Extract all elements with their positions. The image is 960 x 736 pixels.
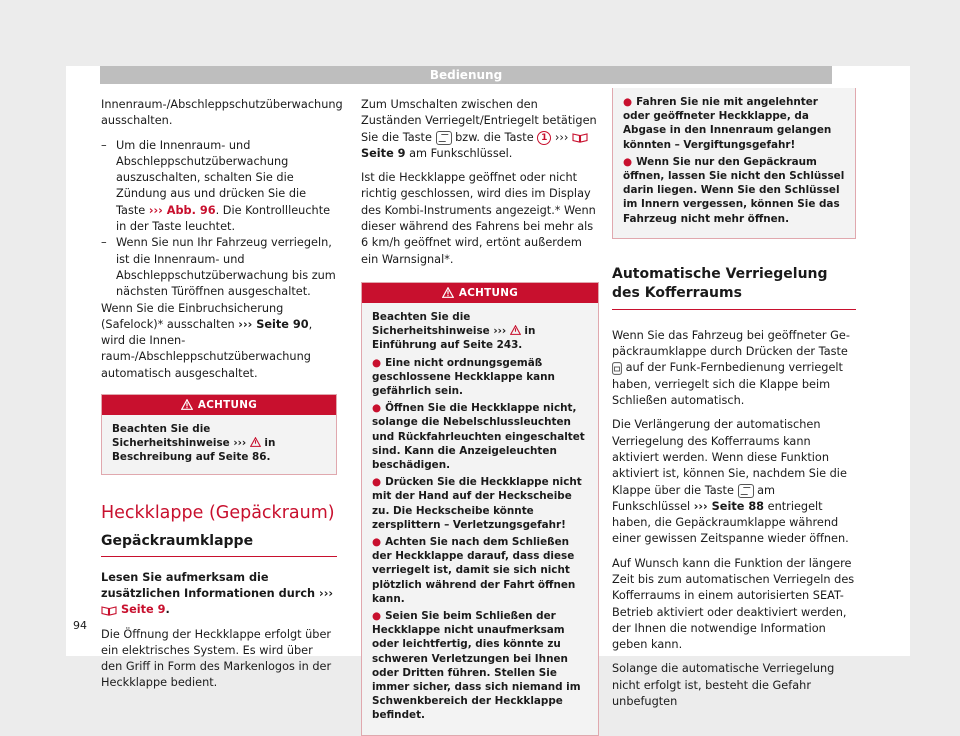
warning-triangle-icon <box>250 437 261 447</box>
warning-triangle-icon <box>510 325 521 335</box>
subsection-title: Automatische Verriegelung des Kofferraums <box>612 265 828 301</box>
page-link[interactable]: Seite 9 <box>361 146 406 160</box>
paragraph: Ist die Heckklappe geöffnet oder nicht richtig geschlossen, wird dies im Display des Kombi-Instruments angezeigt.* Wenn dieser während des Fahrens bei mehr als 6 km/h geöffnet wird, ertönt außerdem ein Warnsignal*. <box>361 171 596 266</box>
book-icon <box>572 132 588 143</box>
subsection-title: Gepäckraumklappe <box>101 532 254 549</box>
column-2 <box>361 97 599 736</box>
paragraph: Die Verlängerung der automatischen Verriegelung des Kofferraums kann aktiviert werden. Wenn diese Funktion aktiviert ist, können Sie, nachdem Sie die Klappe über die Taste am Funkschlüssel ››› Seite 88 entriegelt haben, die Gepäckraumklappe während einer gewissen Zeitspanne wieder öffnen. <box>612 418 849 546</box>
key-button-icon <box>436 131 452 145</box>
trunk-key-icon <box>612 362 622 375</box>
figure-link[interactable]: ››› Abb. 96 <box>148 203 216 217</box>
page-number: 94 <box>73 619 87 632</box>
divider <box>101 556 337 557</box>
page-link[interactable]: ››› Seite 88 <box>693 499 765 513</box>
page-link[interactable]: ››› Seite 90 <box>238 317 309 331</box>
book-icon <box>101 605 117 616</box>
paragraph: Wenn Sie das Fahrzeug bei geöffneter Gepäckraumklappe durch Drücken der Taste auf der Funk-Fernbedienung verriegelt haben, verriegelt sich die Klappe beim Schließen automatisch. <box>612 328 850 408</box>
callout-number: 1 <box>537 131 551 145</box>
key-button-icon <box>738 484 754 498</box>
paragraph: Solange die automatische Verriegelung nicht erfolgt ist, besteht die Gefahr unbefugten <box>612 662 835 709</box>
warning-header: ACHTUNG <box>362 283 598 303</box>
warning-box: ACHTUNG Beachten Sie die Sicherheitshinweise ››› in Einführung auf Seite 243. ● Eine nicht ordnungsgemäß geschlossene Heckklappe kann gefährlich sein. ● Öffnen Sie die Heckklappe nicht, solange die Nebelschlussleuchten und Rückfahrleuchten eingeschaltet sind. Kann die Anzeigeleuchten beschädigen. ● Drücken Sie die Heckklappe nicht mit der Hand auf der Heckscheibe zu. Die Heckscheibe könnte zersplittern – Verletzungsgefahr! ● Achten Sie nach dem Schließen der Heckklappe darauf, dass diese verriegelt ist, damit sie sich nicht plötzlich während der Fahrt öffnen kann. ● Seien Sie beim Schließen der Heckklappe nicht unaufmerksam oder leichtfertig, dies könnte zu schweren Verletzungen bei Ihnen oder Dritten führen. Stellen Sie immer sicher, dass sich niemand im Schwenkbereich der Heckklappe befindet. <box>361 282 599 736</box>
warning-bullet: ● Öffnen Sie die Heckklappe nicht, solange die Nebelschlussleuchten und Rückfahrleuchten eingeschaltet sind. Kann die Anzeigeleuchten beschädigen. <box>372 402 585 471</box>
page-link[interactable]: Seite 9 <box>120 603 166 617</box>
list-item: – Wenn Sie nun Ihr Fahrzeug verriegeln, ist die Innenraum- und Abschleppschutzüberwachung bis zum nächsten Türöffnen ausgeschaltet. <box>101 235 337 300</box>
warning-triangle-icon <box>181 399 193 410</box>
warning-bullet: ● Seien Sie beim Schließen der Heckklappe nicht unaufmerksam oder leichtfertig, dies könnte zu schweren Verletzungen bei Ihnen oder Dritten führen. Stellen Sie immer sicher, dass sich niemand im Schwenkbereich der Heckklappe befindet. <box>372 610 581 722</box>
section-title: Heckklappe (Gepäckraum) <box>101 502 335 523</box>
paragraph: Zum Umschalten zwischen den Zuständen Verriegelt/Entriegelt betätigen Sie die Taste bzw. die Taste 1 ››› Seite 9 am Funkschlüssel. <box>361 98 597 160</box>
list-item: – Um die Innenraum- und Abschleppschutzüberwachung auszuschalten, schalten Sie die Zündung aus und drücken Sie die Taste ››› Abb. 96. Die Kontrollleuchte in der Taste leuchtet. <box>101 138 337 236</box>
warning-box-continued <box>612 88 856 239</box>
column-1 <box>101 97 343 700</box>
warning-bullet: ● Eine nicht ordnungsgemäß geschlossene Heckklappe kann gefährlich sein. <box>372 356 555 397</box>
warning-triangle-icon <box>442 287 454 298</box>
paragraph: Wenn Sie die Einbruchsicherung (Safelock)* ausschalten ››› Seite 90, wird die Innenraum-/Abschleppschutzüberwachung automatisch ausgeschaltet. <box>101 301 313 380</box>
section-header: Bedienung <box>100 66 832 84</box>
warning-bullet: ● Drücken Sie die Heckklappe nicht mit der Hand auf der Heckscheibe zu. Die Heckscheibe könnte zersplittern – Verletzungsgefahr! <box>372 476 582 531</box>
warning-bullet: ● Fahren Sie nie mit angelehnter oder geöffneter Heckklappe, da Abgase in den Innenraum gelangen könnten – Vergiftungsgefahr! <box>623 96 832 151</box>
warning-bullet: ● Wenn Sie nur den Gepäckraum öffnen, lassen Sie nicht den Schlüssel darin liegen. Wenn Sie den Schlüssel im Innern vergessen, können Sie das Fahrzeug nicht mehr öffnen. <box>623 155 845 225</box>
warning-box: ACHTUNG Beachten Sie die Sicherheitshinweise ››› in Beschreibung auf Seite 86. <box>101 394 337 475</box>
warning-bullet: ● Achten Sie nach dem Schließen der Heckklappe darauf, dass diese verriegelt ist, damit sie sich nicht plötzlich während der Fahrt öffnen kann. <box>372 536 576 605</box>
intro-paragraph: Lesen Sie aufmerksam die zusätzlichen Informationen durch ››› Seite 9. <box>101 570 333 617</box>
paragraph: Auf Wunsch kann die Funktion der längere Zeit bis zum automatischen Verriegeln des Kofferraums in einem autorisierten SEAT-Betrieb aktiviert oder deaktiviert werden, der Ihnen die notwendige Information geben kann. <box>612 556 855 652</box>
divider <box>612 309 856 310</box>
column-3 <box>612 88 856 718</box>
warning-header: ACHTUNG <box>102 395 336 415</box>
paragraph: Die Öffnung der Heckklappe erfolgt über ein elektrisches System. Es wird über den Griff in Form des Markenlogos in der Heckklappe bedient. <box>101 627 332 690</box>
paragraph: Innenraum-/Abschleppschutzüberwachung ausschalten. <box>101 98 343 128</box>
